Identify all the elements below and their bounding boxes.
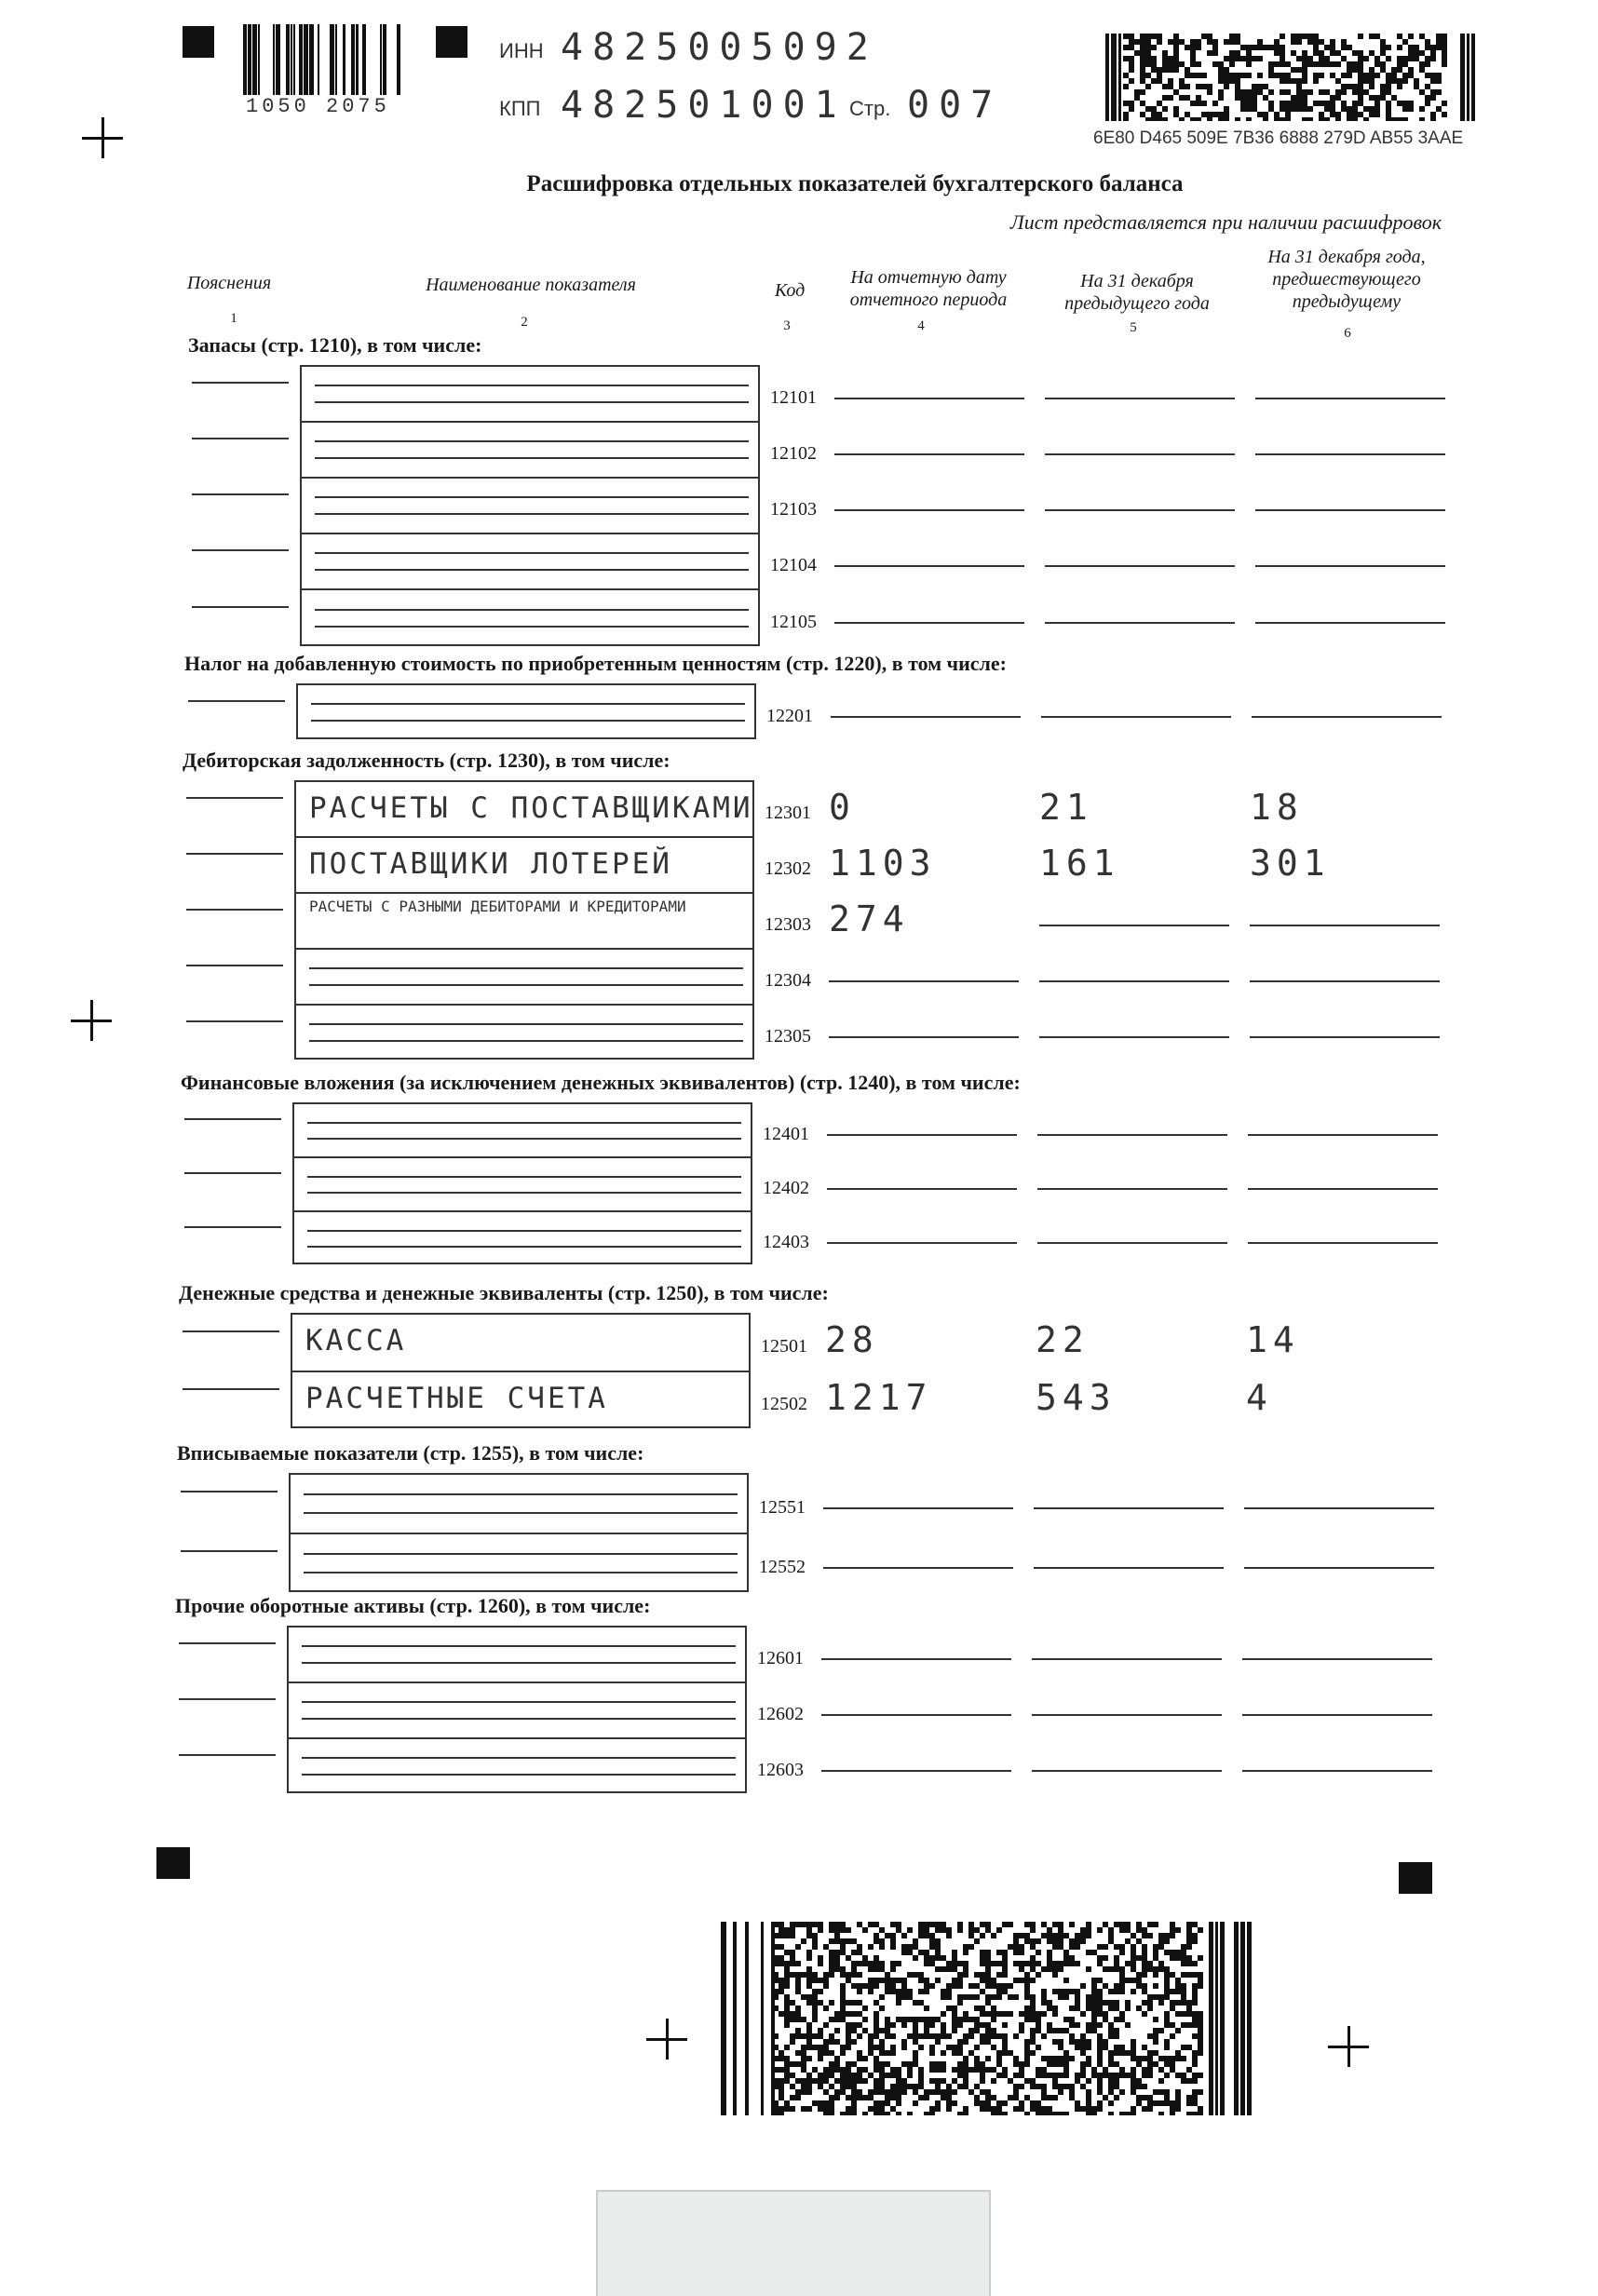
value-col-4[interactable]: 28 <box>825 1319 879 1360</box>
notes-field[interactable] <box>184 1172 281 1174</box>
value-col-4[interactable]: 1103 <box>829 843 937 884</box>
column-header-year-before: На 31 декабря года, предшествующего предыдущему <box>1267 247 1426 312</box>
entry-line <box>304 1512 738 1514</box>
entry-line <box>307 1122 741 1124</box>
name-cell[interactable] <box>294 1158 751 1212</box>
entry-line <box>304 1572 738 1573</box>
row-code: 12502 <box>761 1394 807 1414</box>
entry-line <box>315 401 749 403</box>
page-label: Стр. <box>849 97 891 120</box>
indicator-name: РАСЧЕТЫ С РАЗНЫМИ ДЕБИТОРАМИ И КРЕДИТОРАМИ <box>309 898 686 915</box>
value-field-col-4[interactable] <box>834 622 1024 624</box>
corner-marker <box>183 26 214 58</box>
value-field-col-5[interactable] <box>1039 1036 1229 1038</box>
row-code: 12104 <box>770 555 817 575</box>
name-cell[interactable] <box>289 1627 745 1683</box>
value-field-col-4[interactable] <box>829 980 1019 982</box>
name-cell[interactable] <box>292 1372 749 1430</box>
column-number: 3 <box>783 318 791 333</box>
name-cell[interactable] <box>289 1683 745 1739</box>
section-title: Вписываемые показатели (стр. 1255), в том числе: <box>177 1441 644 1465</box>
value-field-col-5[interactable] <box>1037 1134 1227 1136</box>
column-header-previous-year: На 31 декабря предыдущего года <box>1064 271 1210 314</box>
notes-field[interactable] <box>192 438 289 439</box>
value-field-col-5[interactable] <box>1045 453 1235 455</box>
entry-line <box>307 1230 741 1232</box>
value-field-col-5[interactable] <box>1039 980 1229 982</box>
value-field-col-5[interactable] <box>1045 398 1235 399</box>
entry-line <box>311 703 745 705</box>
value-field-col-4[interactable] <box>834 453 1024 455</box>
notes-field[interactable] <box>192 382 289 384</box>
name-cell[interactable] <box>294 1104 751 1158</box>
value-field-col-4[interactable] <box>823 1507 1013 1509</box>
barcode-number: 1050 2075 <box>246 95 390 118</box>
notes-field[interactable] <box>188 700 285 702</box>
scan-artifact <box>596 2190 991 2296</box>
name-cell[interactable] <box>291 1475 747 1534</box>
column-header-current: На отчетную дату отчетного периода <box>849 267 1008 310</box>
corner-marker <box>156 1847 190 1879</box>
entry-line <box>307 1192 741 1194</box>
value-field-col-5[interactable] <box>1045 622 1235 624</box>
row-code: 12304 <box>765 970 811 991</box>
value-field-col-6[interactable] <box>1242 1770 1432 1772</box>
name-cell[interactable] <box>302 590 758 648</box>
name-cell[interactable] <box>302 367 758 423</box>
notes-field[interactable] <box>186 797 283 799</box>
value-field-col-6[interactable] <box>1248 1188 1438 1190</box>
row-code: 12305 <box>765 1026 811 1047</box>
entry-line <box>304 1493 738 1495</box>
value-col-5[interactable]: 22 <box>1036 1319 1090 1360</box>
row-code: 12303 <box>765 914 811 935</box>
barcode <box>238 24 404 95</box>
entry-line <box>309 1023 743 1025</box>
name-cell[interactable] <box>302 479 758 534</box>
value-col-5[interactable]: 543 <box>1036 1377 1117 1418</box>
row-code: 12401 <box>763 1124 809 1144</box>
kpp-label: КПП <box>499 97 541 120</box>
column-number: 5 <box>1130 320 1137 335</box>
notes-field[interactable] <box>183 1388 279 1390</box>
value-field-col-6[interactable] <box>1242 1658 1432 1660</box>
entry-line <box>307 1176 741 1178</box>
name-box <box>300 365 760 646</box>
kpp-value: 482501001 <box>561 84 846 127</box>
page-title: Расшифровка отдельных показателей бухгалтерского баланса <box>526 171 1184 196</box>
value-field-col-6[interactable] <box>1250 925 1440 926</box>
column-number: 2 <box>521 315 528 330</box>
column-number: 4 <box>917 318 925 333</box>
column-header-name: Наименование показателя <box>426 275 636 295</box>
row-code: 12201 <box>766 706 813 726</box>
entry-line <box>309 1040 743 1042</box>
entry-line <box>311 720 745 722</box>
section-title: Запасы (стр. 1210), в том числе: <box>188 333 482 357</box>
value-field-col-4[interactable] <box>823 1567 1013 1569</box>
value-field-col-6[interactable] <box>1248 1242 1438 1244</box>
name-box <box>294 780 754 1060</box>
value-field-col-5[interactable] <box>1045 509 1235 511</box>
entry-line <box>315 440 749 442</box>
section-title: Налог на добавленную стоимость по приобретенным ценностям (стр. 1220), в том числе: <box>184 652 1007 675</box>
entry-line <box>302 1645 736 1647</box>
datamatrix-barcode <box>721 1922 1255 2115</box>
registration-cross-icon <box>646 2019 687 2060</box>
entry-line <box>307 1138 741 1140</box>
entry-line <box>315 569 749 571</box>
notes-field[interactable] <box>186 909 283 911</box>
inn-value: 4825005092 <box>561 26 878 69</box>
row-code: 12101 <box>770 387 817 408</box>
value-field-col-4[interactable] <box>834 398 1024 399</box>
name-cell[interactable] <box>302 534 758 590</box>
value-field-col-5[interactable] <box>1034 1567 1224 1569</box>
row-code: 12102 <box>770 443 817 464</box>
corner-marker <box>1399 1862 1432 1894</box>
notes-field[interactable] <box>179 1754 276 1756</box>
name-cell[interactable] <box>291 1534 747 1594</box>
value-field-col-4[interactable] <box>834 565 1024 567</box>
value-col-6[interactable]: 4 <box>1246 1377 1273 1418</box>
section-title: Денежные средства и денежные эквиваленты (стр. 1250), в том числе: <box>179 1281 829 1304</box>
notes-field[interactable] <box>181 1491 278 1492</box>
value-field-col-5[interactable] <box>1041 716 1231 718</box>
value-field-col-6[interactable] <box>1255 565 1445 567</box>
entry-line <box>315 552 749 554</box>
section-title: Финансовые вложения (за исключением денежных эквивалентов) (стр. 1240), в том числе: <box>181 1071 1021 1094</box>
notes-field[interactable] <box>192 549 289 551</box>
row-code: 12402 <box>763 1178 809 1198</box>
value-field-col-6[interactable] <box>1255 453 1445 455</box>
name-cell[interactable] <box>296 782 752 838</box>
value-col-5[interactable]: 161 <box>1039 843 1120 884</box>
notes-field[interactable] <box>186 853 283 855</box>
value-field-col-6[interactable] <box>1250 980 1440 982</box>
entry-line <box>302 1701 736 1703</box>
entry-line <box>315 513 749 515</box>
section-title: Прочие оборотные активы (стр. 1260), в том числе: <box>175 1594 651 1617</box>
value-field-col-4[interactable] <box>827 1188 1017 1190</box>
name-box <box>291 1313 751 1428</box>
value-field-col-5[interactable] <box>1032 1770 1222 1772</box>
value-col-4[interactable]: 0 <box>829 787 856 828</box>
row-code: 12602 <box>757 1704 804 1724</box>
notes-field[interactable] <box>192 606 289 608</box>
value-field-col-6[interactable] <box>1244 1507 1434 1509</box>
name-box <box>296 683 756 739</box>
hash-code: 6E80 D465 509E 7B36 6888 279D AB55 3AAE <box>1093 128 1464 148</box>
name-cell[interactable] <box>289 1739 745 1795</box>
notes-field[interactable] <box>179 1698 276 1700</box>
value-field-col-6[interactable] <box>1248 1134 1438 1136</box>
row-code: 12501 <box>761 1336 807 1357</box>
row-code: 12103 <box>770 499 817 520</box>
notes-field[interactable] <box>179 1642 276 1644</box>
value-col-5[interactable]: 21 <box>1039 787 1093 828</box>
value-field-col-6[interactable] <box>1242 1714 1432 1716</box>
entry-line <box>309 984 743 986</box>
name-cell[interactable] <box>296 1006 752 1061</box>
notes-field[interactable] <box>192 493 289 495</box>
row-code: 12403 <box>763 1232 809 1252</box>
notes-field[interactable] <box>181 1550 278 1552</box>
value-col-4[interactable]: 1217 <box>825 1377 933 1418</box>
entry-line <box>302 1718 736 1720</box>
value-field-col-6[interactable] <box>1255 398 1445 399</box>
page-subtitle: Лист представляется при наличии расшифровок <box>1009 210 1442 234</box>
entry-line <box>302 1662 736 1664</box>
row-code: 12302 <box>765 858 811 879</box>
value-field-col-5[interactable] <box>1037 1188 1227 1190</box>
registration-cross-icon <box>71 1000 112 1041</box>
value-field-col-5[interactable] <box>1032 1714 1222 1716</box>
value-field-col-6[interactable] <box>1250 1036 1440 1038</box>
column-header-code: Код <box>774 280 806 301</box>
indicator-name: КАССА <box>305 1324 407 1357</box>
value-field-col-4[interactable] <box>831 716 1021 718</box>
corner-marker <box>436 26 467 58</box>
value-field-col-4[interactable] <box>827 1134 1017 1136</box>
entry-line <box>304 1553 738 1555</box>
notes-field[interactable] <box>186 965 283 966</box>
value-field-col-4[interactable] <box>821 1714 1011 1716</box>
name-box <box>292 1102 752 1264</box>
row-code: 12105 <box>770 612 817 632</box>
value-col-6[interactable]: 18 <box>1250 787 1304 828</box>
name-cell[interactable] <box>292 1315 749 1372</box>
registration-cross-icon <box>1328 2026 1369 2067</box>
entry-line <box>315 457 749 459</box>
notes-field[interactable] <box>184 1118 281 1120</box>
name-cell[interactable] <box>296 838 752 894</box>
name-box <box>289 1473 749 1592</box>
name-cell[interactable] <box>296 894 752 950</box>
name-cell[interactable] <box>298 685 754 741</box>
row-code: 12551 <box>759 1497 806 1518</box>
row-code: 12301 <box>765 803 811 823</box>
value-field-col-5[interactable] <box>1034 1507 1224 1509</box>
value-field-col-5[interactable] <box>1037 1242 1227 1244</box>
entry-line <box>302 1757 736 1759</box>
section-title: Дебиторская задолженность (стр. 1230), в том числе: <box>183 749 670 772</box>
value-col-6[interactable]: 14 <box>1246 1319 1300 1360</box>
value-field-col-6[interactable] <box>1244 1567 1434 1569</box>
column-header-notes: Пояснения <box>186 273 272 293</box>
value-field-col-6[interactable] <box>1255 509 1445 511</box>
value-field-col-4[interactable] <box>821 1770 1011 1772</box>
value-col-4[interactable]: 274 <box>829 898 910 939</box>
indicator-name: РАСЧЕТНЫЕ СЧЕТА <box>305 1382 608 1415</box>
value-col-6[interactable]: 301 <box>1250 843 1331 884</box>
value-field-col-6[interactable] <box>1252 716 1442 718</box>
value-field-col-4[interactable] <box>834 509 1024 511</box>
entry-line <box>302 1774 736 1776</box>
name-box <box>287 1626 747 1793</box>
value-field-col-5[interactable] <box>1032 1658 1222 1660</box>
entry-line <box>315 609 749 611</box>
value-field-col-6[interactable] <box>1255 622 1445 624</box>
notes-field[interactable] <box>186 1020 283 1022</box>
name-cell[interactable] <box>296 950 752 1006</box>
notes-field[interactable] <box>183 1330 279 1332</box>
value-field-col-4[interactable] <box>827 1242 1017 1244</box>
value-field-col-5[interactable] <box>1039 925 1229 926</box>
row-code: 12552 <box>759 1557 806 1577</box>
column-number: 6 <box>1344 326 1351 341</box>
row-code: 12603 <box>757 1760 804 1780</box>
registration-cross-icon <box>82 117 123 158</box>
datamatrix-barcode <box>1091 34 1477 121</box>
entry-line <box>315 626 749 628</box>
page-number: 007 <box>907 84 1003 127</box>
indicator-name: РАСЧЕТЫ С ПОСТАВЩИКАМИ <box>309 791 753 825</box>
value-field-col-5[interactable] <box>1045 565 1235 567</box>
entry-line <box>315 496 749 498</box>
column-number: 1 <box>230 311 237 326</box>
value-field-col-4[interactable] <box>829 1036 1019 1038</box>
value-field-col-4[interactable] <box>821 1658 1011 1660</box>
name-cell[interactable] <box>294 1212 751 1266</box>
row-code: 12601 <box>757 1648 804 1668</box>
entry-line <box>309 967 743 969</box>
inn-label: ИНН <box>499 39 544 62</box>
entry-line <box>307 1246 741 1248</box>
indicator-name: ПОСТАВЩИКИ ЛОТЕРЕЙ <box>309 847 672 881</box>
entry-line <box>315 385 749 386</box>
notes-field[interactable] <box>184 1226 281 1228</box>
name-cell[interactable] <box>302 423 758 479</box>
